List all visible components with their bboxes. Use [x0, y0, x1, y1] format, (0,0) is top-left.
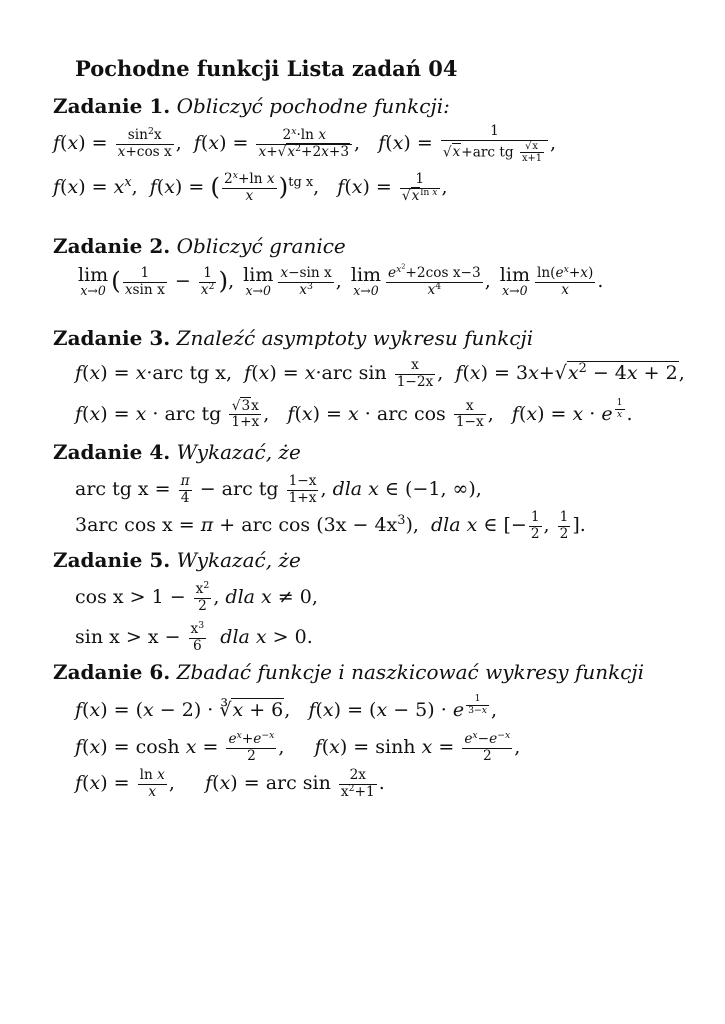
task-5-instruction: Wykazać, że: [176, 548, 301, 572]
task-5-heading: [53, 548, 301, 572]
task-1-heading: [53, 94, 450, 118]
task-3-heading: [53, 326, 533, 350]
task-4-heading: [53, 440, 301, 464]
task-3-label: Zadanie 3.: [53, 326, 171, 350]
task-3-line-2: f(x) = x · arc tg $\frac{√3x}{1+x}$ , f(x) = x · arc cos $\frac{x}{1-x}$ , f(x) = x · e $^{\frac{1}{x}}$ .: [75, 397, 633, 431]
page-title: Pochodne funkcji Lista zadań 04: [75, 56, 458, 81]
task-6-instruction: Zbadać funkcje i naszkicować wykresy funkcji: [176, 660, 645, 684]
task-1-line-1: f(x) = $\frac{\sin^2x}{\text{x+cos x}}$ , f(x) = $\frac{2^x\cdot\ln x}{x+√x^2+2x+3}$ , f(x) = 1 √x+arc tg $\frac{√x}{x+1}$ ,: [53, 123, 557, 165]
task-4-instruction: Wykazać, że: [176, 440, 301, 464]
task-6-line-1: f(x) = (x − 2) · ∛x + 6, f(x) = (x − 5) · e $^{\frac{1}{3-x}}$ ,: [75, 693, 498, 721]
task-6-label: Zadanie 6.: [53, 660, 171, 684]
task-5-label: Zadanie 5.: [53, 548, 171, 572]
task-6-heading: [53, 660, 644, 684]
task-4-label: Zadanie 4.: [53, 440, 171, 464]
task-1-label: Zadanie 1.: [53, 94, 171, 118]
task-6-line-3: f(x) = $\frac{\text{ln x}}{x}$ , f(x) = arc sin $\frac{2x}{x^2+1}$ .: [75, 767, 385, 800]
task-4-line-1: arc tg x = $\frac{\pi}{4}$ − arc tg $\frac{1-x}{1+x}$ , dla x ∈ (−1, ∞),: [75, 473, 482, 506]
task-2-line-1: lim x→0 ( $\frac{1}{\text{xsin x}}$ − $\frac{1}{x^2}$ ), lim x→0 $\frac{\text{x−sin x}}{x^3}$ , lim x→0 $\frac{e^{x^2}+2\cos x-3}{x^4}$ , lim x→0 $\frac{\ln(e^x+x)}{x}$ .: [78, 263, 604, 299]
task-3-instruction: Znaleźć asymptoty wykresu funkcji: [176, 326, 534, 350]
task-4-line-2: 3arc cos x = π + arc $\cos (3x - 4x^3)$, dla x ∈ [− $\frac{1}{2}$ , $\frac{1}{2}$ ].: [75, 509, 586, 542]
task-1-line-2: $f(x) = x^x$, f(x) = ( $\frac{2^x+\ln x}{x}$ )$^{tg x}$, f(x) = $\frac{1}{√x^{ln x}}$ ,: [53, 169, 448, 204]
task-6-line-2: f(x) = cosh x = $\frac{e^x+e^{-x}}{2}$ , f(x) = sinh x = $\frac{e^x-e^{-x}}{2}$ ,: [75, 729, 521, 764]
task-3-line-1: f(x) = x·arc tg x, f(x) = x·arc sin $\frac{x}{1-2x}$ , $f(x) = 3x+√x^2 - 4x + 2$,: [75, 357, 685, 390]
task-2-label: Zadanie 2.: [53, 234, 171, 258]
task-2-heading: [53, 234, 346, 258]
task-2-instruction: Obliczyć granice: [176, 234, 346, 258]
task-5-line-2: sin x > x − $\frac{x^3}{6}$ dla x > 0.: [75, 619, 313, 654]
task-5-line-1: cos x > 1 − $\frac{x^2}{2}$ , dla x ≠ 0,: [75, 579, 318, 614]
task-1-instruction: Obliczyć pochodne funkcji:: [176, 94, 450, 118]
